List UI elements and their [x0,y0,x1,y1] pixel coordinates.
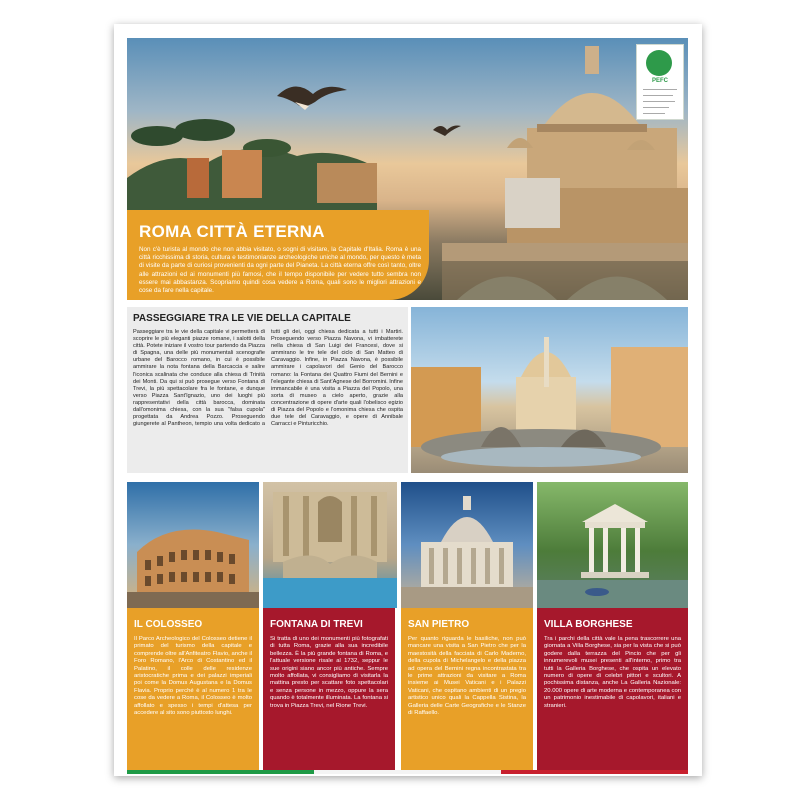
flag-stripe-green [127,770,314,774]
photo-piazza-navona [411,307,688,473]
flag-stripe-red [501,770,688,774]
card-body: Si tratta di uno dei monumenti più fotografati di tutta Roma, grazie alla sua incredibile bellezza. È la più grande fontana di Roma, e l'attuale versione risale al 1732, seppur le sue origini siano ancor più antiche. Sempre molto affollata, vi consigliamo di visitarla la mattina presto per scattare foto spettacolari e senza persone in mezzo, oppure la sera quando è totalmente illuminata. La fontana si trova in Piazza Trevi, nel Rione Trevi. [270,636,388,709]
photo-san-pietro [401,482,533,608]
pefc-text-line [643,101,675,102]
feature-body: Passeggiare tra le vie della capitale vi permetterà di scoprire le più eleganti piazze romane, i salotti della città. Potete iniziare il vostro tour partendo da Piazza di Spagna, una delle più monumentali scenografie urbane del Barocco romano, in cui è possibile ammirare la nota fontana della Barcaccia e salire l'iconica scalinata che conduce alla chiesa di Trinità dei Monti. Da qui si può prosegue verso Fontana di Trevi, la più spettacolare fra le fontane, e dunque verso Piazza Sant'Ignazio, uno dei luoghi più rappresentativi della città barocca, dominata dall'omonima chiesa, con la sua "falsa cupola" progettata da Andrea Pozzo. Proseguendo giungerete al Pantheon, tempio una volta dedicato a tutti gli dei, oggi chiesa dedicata a tutti i Martiri. Proseguendo verso Piazza Navona, vi imbatterete nella chiesa di San Luigi dei Francesi, dove si ammirano le tre tele del ciclo di San Matteo di Caravaggio. Infine, in Piazza Navona, è possibile ammirare i capolavori del Genio del Barocco romano: la Fontana dei Quattro Fiumi del Bernini e l'elegante chiesa di Sant'Agnese del Borromini. Infine immancabile è una visita a Piazza del Popolo, una sorta di museo a cielo aperto, grazie alla concentrazione di opere d'arte quali l'obelisco egizio di Piazza del Popolo e l'omonima chiesa che ospita due tele del Caravaggio, e opere di Annibale Carracci e Pinturicchio. [133,329,403,428]
card-colosseo [127,608,259,770]
intro-paragraph: Non c'è turista al mondo che non abbia visitato, o sogni di visitare, la Capitale d'Italia. Roma è una città ricchissima di storia, cultura e testimonianze archeologiche uniche al mondo, per questo è meta di visite da parte di curiosi provenienti da ogni parte del Pianeta. La città eterna offre così tanto, oltre alle attrazioni ed ai monumenti più famosi, che il tempo disponibile per vedere tutto sembra non essere mai abbastanza. Scopriamo quindi cosa vedere a Roma, quali sono le migliori attrazioni e cose da fare nella capitale. [139,246,421,295]
photo-colosseo [127,482,259,608]
poster-sheet [114,24,702,776]
feature-heading: PASSEGGIARE TRA LE VIE DELLA CAPITALE [133,313,351,324]
pefc-tagline-line [643,89,677,90]
card-body: Il Parco Archeologico del Colosseo detiene il primato del turismo della capitale e comprende oltre all'Anfiteatro Flavio, anche il Foro Romano, l'Arco di Costantino ed il Palatino, il colle delle residenze aristocratiche prima e dei palazzi imperiali poi come la Domus Augustana e la Domus Flavia. Proprio perché è al numero 1 tra le cose da vedere a Roma, il Colosseo è molto affollato e spesso i tempi d'attesa per accedere al sito sono piuttosto lunghi. [134,636,252,717]
photo-villa-borghese [537,482,688,608]
pefc-tree-logo-icon [646,50,672,76]
page-title: ROMA CITTÀ ETERNA [139,222,325,241]
card-title: IL COLOSSEO [134,619,203,630]
card-fontana-di-trevi [263,608,395,770]
pefc-text-line [643,95,673,96]
photo-fontana-di-trevi [263,482,397,608]
pefc-text-line [643,113,665,114]
pefc-label: PEFC [651,78,668,84]
title-panel [127,210,429,300]
pefc-text-line [643,107,669,108]
card-title: VILLA BORGHESE [544,619,633,630]
pefc-certification-badge [636,44,684,120]
card-body: Tra i parchi della città vale la pena trascorrere una giornata a Villa Borghese, sia per la vista che si può godere dalla terrazza del Pincio che per gli innumerevoli musei presenti all'interno, primo tra tutti la Galleria Borghese, che ospita un elevato numero di opere di celebri pittori e scultori. A pochissima distanza, anche La Galleria Nazionale: 20.000 opere di arte moderna e contemporanea con un patrimonio inestimabile di capolavori, italiani e stranieri. [544,636,681,709]
flag-stripe-white [314,770,501,774]
card-san-pietro [401,608,533,770]
card-body: Per quanto riguarda le basiliche, non può mancare una visita a San Pietro che per la maestosità della facciata di Carlo Maderno, della cupola di Michelangelo e della piazza ad opera del Bernini regna incontrastata tra le prime attrazioni da visitare a Roma insieme ai Musei Vaticani e i Palazzi Vaticani, che ospitano ambienti di un pregio artistico unico quali la Cappella Sistina, la Galleria delle Carte Geografiche e le Stanze di Raffaello. [408,636,526,717]
card-title: FONTANA DI TREVI [270,619,363,630]
feature-section [127,307,408,473]
card-villa-borghese [537,608,688,770]
card-title: SAN PIETRO [408,619,470,630]
